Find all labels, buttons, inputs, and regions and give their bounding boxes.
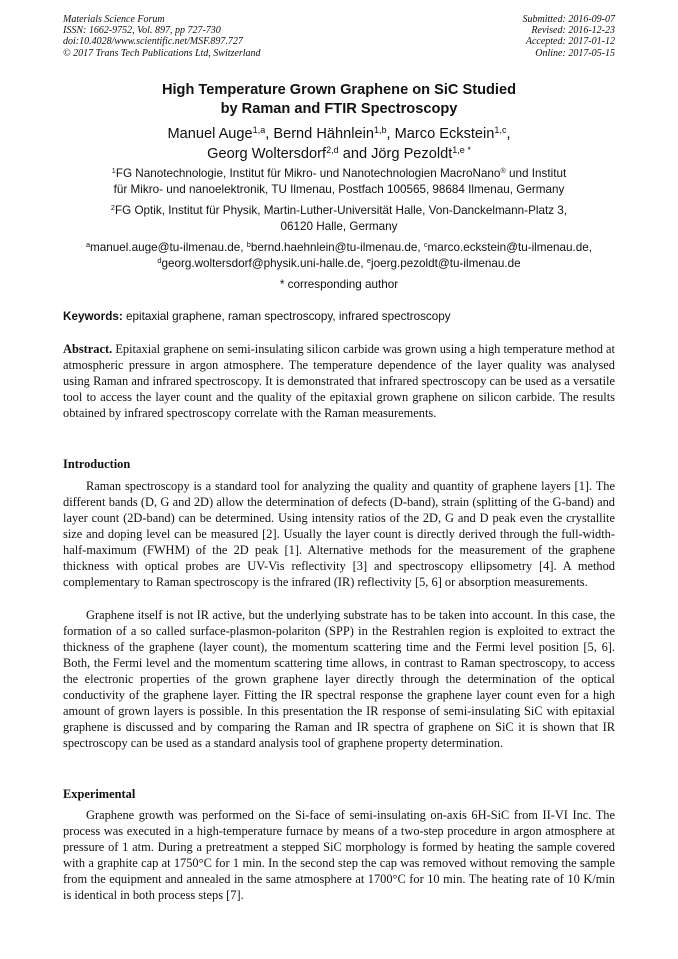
- corresponding-author-note: * corresponding author: [279, 278, 399, 291]
- keywords-label: Keywords:: [63, 310, 123, 323]
- author-list: [63, 124, 615, 164]
- journal-name: Materials Science Forum: [63, 14, 165, 25]
- author-separator: and: [338, 146, 372, 162]
- author-name: Marco Eckstein: [394, 126, 495, 142]
- author-name: Bernd Hähnlein: [273, 126, 374, 142]
- author-name: Manuel Auge: [167, 126, 253, 142]
- abstract-text: Epitaxial graphene on semi-insulating silicon carbide was grown using a high temperature method at atmospheric pressure in argon atmosphere. The temperature dependence of the layer quality was analysed using Raman and infrared spectroscopy. It is demonstrated that infrared spectroscopy can be used as a versatile tool to access the layer count and the quality of the epitaxial grown graphene on silicon carbide. The results obtained by infrared spectroscopy correlate with the Raman measurements.: [63, 342, 615, 421]
- abstract: [63, 341, 615, 421]
- affil-text: 06120 Halle, Germany: [280, 219, 398, 233]
- affil-text: für Mikro- und nanoelektronik, TU Ilmenau, Postfach 100565, 98684 Ilmenau, Germany: [113, 182, 565, 196]
- date-online: Online: 2017-05-15: [535, 47, 615, 59]
- email-address[interactable]: bernd.haehnlein@tu-ilmenau.de,: [250, 241, 424, 254]
- affiliation-1: [63, 166, 615, 197]
- journal-copyright: © 2017 Trans Tech Publications Ltd, Switzerland: [63, 47, 261, 59]
- email-address[interactable]: marco.eckstein@tu-ilmenau.de,: [427, 241, 593, 254]
- email-mark: d: [157, 255, 162, 265]
- date-revised: Revised: 2016-12-23: [531, 25, 615, 37]
- author-affil-mark: 1,e *: [452, 145, 471, 156]
- introduction-paragraph-2: Graphene itself is not IR active, but the underlying substrate has to be taken into account. In this case, the formation of a so called surface-plasmon-polariton (SPP) in the Restrahlen region is exploited to extract the thickness of the graphene (layer count), the momentum scattering time and the Fermi level position [5, 6]. Both, the Fermi level and the momentum scattering time allows, in contrast to Raman spectroscopy, to access the electronic properties of the grown graphene layer directly through the determination of the optical conductivity of the graphene layer. Fitting the IR spectral response the graphene layer count even for a high amount of grown layers is possible. In this presentation the IR response of semi-insulating SiC with epitaxial graphene is discussed and by comparing the Raman and IR spectra of graphene on SiC it is shown that IR spectroscopy can be used as a standard analysis tool of graphene property determination.: [63, 608, 615, 751]
- email-mark: c: [423, 240, 428, 250]
- author-separator: ,: [386, 126, 395, 142]
- author-affil-mark: 2,d: [326, 145, 339, 156]
- journal-issn: ISSN: 1662-9752, Vol. 897, pp 727-730: [63, 25, 221, 37]
- authors-line-1: [63, 124, 615, 144]
- email-mark: a: [85, 240, 91, 250]
- introduction-paragraph-1: Raman spectroscopy is a standard tool for analyzing the quality and quantity of graphene layers [1]. The different bands (D, G and 2D) allow the determination of defects (D-band), strain (splitting of the G-band) and layer count (2D-band) can be determined. Using intensity ratios of the 2D, G and D peak even the crystallite size and doping level can be measured [2]. Usually the layer count is directly derived through the full-width-half-maximum (FWHM) of the 2D peak [1]. Alternative methods for the measurement of the graphene thickness with optical probes are UV-Vis reflectivity [3] and spectroscopy ellipsometry [4]. A method complementary to Raman spectroscopy is the infrared (IR) reflectivity [5, 6] or absorption measurements.: [63, 479, 615, 590]
- date-submitted: Submitted: 2016-09-07: [522, 14, 615, 25]
- keywords-text: epitaxial graphene, raman spectroscopy, infrared spectroscopy: [122, 310, 451, 323]
- title-line-2: by Raman and FTIR Spectroscopy: [220, 101, 458, 117]
- affil-text: FG Optik, Institut für Physik, Martin-Luther-Universität Halle, Von-Danckelmann-Platz 3,: [114, 204, 568, 217]
- email-address[interactable]: manuel.auge@tu-ilmenau.de,: [90, 241, 247, 254]
- experimental-paragraph-1: Graphene growth was performed on the Si-face of semi-insulating on-axis 6H-SiC from II-VI Inc. The process was executed in a high-temperature furnace by means of a two-step procedure in argon atmosphere at pressure of 1 atm. During a pretreatment a stepped SiC morphology is formed by heating the sample covered with a graphite cap at 1750°C for 1 min. In the second step the cap was removed without removing the sample from the equipment and annealed in the same atmosphere at 1700°C for 10 min. The heating rate of 10 K/min is identical in both process steps [7].: [63, 808, 615, 903]
- affil-text: und Institut: [505, 167, 567, 180]
- email-mark: b: [246, 240, 251, 250]
- author-affil-mark: 1,c: [494, 125, 507, 136]
- journal-info: [63, 14, 261, 59]
- title-line-1: High Temperature Grown Graphene on SiC Studied: [161, 82, 517, 98]
- author-affil-mark: 1,b: [373, 125, 387, 136]
- affiliation-2: [63, 203, 615, 234]
- date-accepted: Accepted: 2017-01-12: [525, 36, 615, 48]
- author-name: Georg Woltersdorf: [207, 146, 327, 162]
- email-list: [63, 240, 615, 271]
- affil-number: 2: [110, 203, 115, 213]
- keywords: [63, 309, 615, 324]
- publication-dates: [523, 14, 616, 59]
- email-address[interactable]: joerg.pezoldt@tu-ilmenau.de: [370, 256, 521, 270]
- abstract-label: Abstract.: [63, 342, 113, 356]
- journal-doi: doi:10.4028/www.scientific.net/MSF.897.727: [63, 36, 243, 48]
- author-name: Jörg Pezoldt: [371, 146, 453, 162]
- affil-number: 1: [111, 166, 116, 176]
- affil-text: FG Nanotechnologie, Institut für Mikro- und Nanotechnologien MacroNano: [115, 167, 501, 180]
- author-separator: ,: [265, 126, 274, 142]
- section-heading-introduction: Introduction: [63, 457, 131, 471]
- registered-mark: ®: [500, 166, 506, 176]
- section-heading-experimental: Experimental: [63, 787, 136, 801]
- paper-title: [63, 81, 615, 119]
- author-affil-mark: 1,a: [252, 125, 266, 136]
- author-separator: ,: [506, 126, 511, 142]
- email-address[interactable]: georg.woltersdorf@physik.uni-halle.de,: [161, 256, 367, 270]
- email-mark: e: [366, 255, 371, 265]
- authors-line-2: [63, 144, 615, 164]
